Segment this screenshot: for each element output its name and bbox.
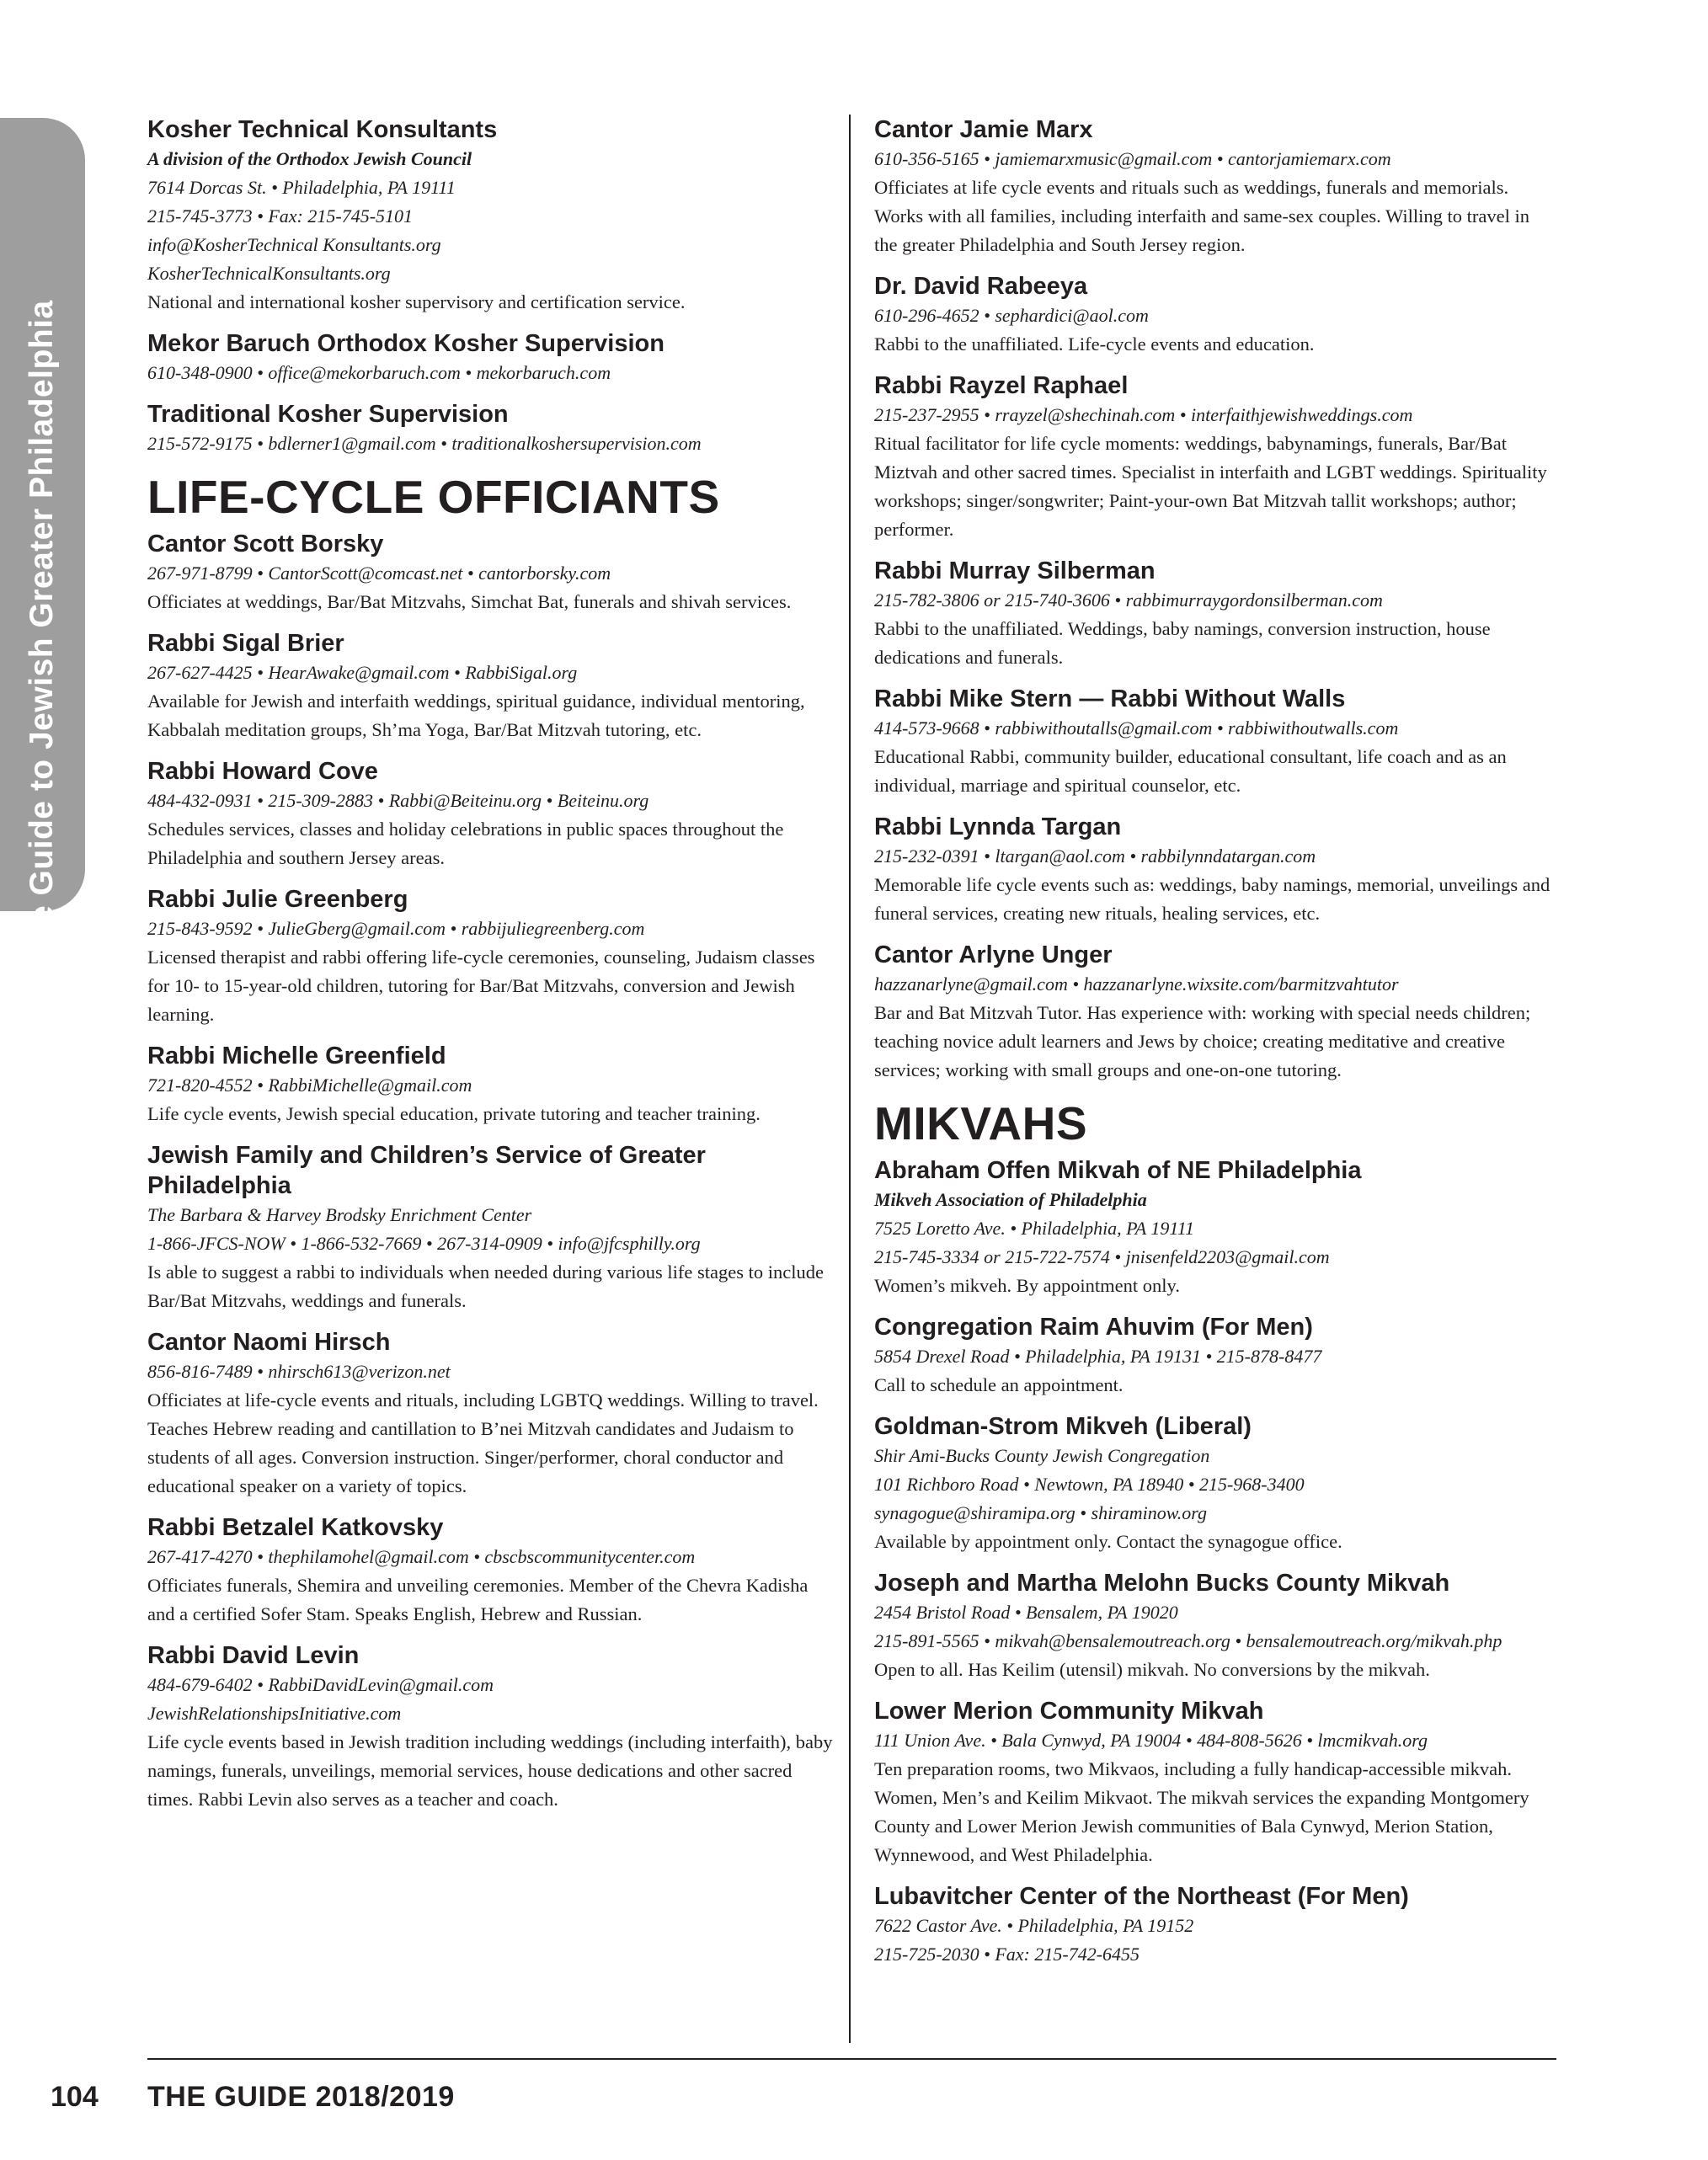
listing-subtitle: A division of the Orthodox Jewish Council: [147, 148, 472, 169]
listing-description: Women’s mikveh. By appointment only.: [874, 1275, 1180, 1296]
listing-entry: [147, 399, 840, 458]
listing-contact-line: 484-432-0931 • 215-309-2883 • Rabbi@Beiteinu.org • Beiteinu.org: [147, 790, 649, 811]
right-top-entries: [874, 115, 1556, 1085]
listing-description: Officiates at weddings, Bar/Bat Mitzvahs, Simchat Bat, funerals and shivah services.: [147, 591, 792, 612]
listing-name: Lower Merion Community Mikvah: [874, 1698, 1264, 1725]
listing-description: Officiates funerals, Shemira and unveiling ceremonies. Member of the Chevra Kadisha and a certified Sofer Stam. Speaks English, Hebrew and Russian.: [147, 1575, 809, 1624]
listing-description: Officiates at life cycle events and rituals such as weddings, funerals and memorials. Works with all families, including interfaith and same-sex couples. Willing to travel in the greater Philadelphia and South Jersey region.: [874, 177, 1529, 255]
listing-contact-line: 215-891-5565 • mikvah@bensalemoutreach.org • bensalemoutreach.org/mikvah.php: [874, 1630, 1503, 1651]
listing-subtitle: Mikveh Association of Philadelphia: [874, 1189, 1147, 1210]
listing-entry: [147, 1327, 840, 1501]
listing-contact-line: 215-782-3806 or 215-740-3606 • rabbimurraygordonsilberman.com: [874, 589, 1383, 611]
listing-name: Dr. David Rabeeya: [874, 273, 1088, 300]
right-entries: [874, 1155, 1556, 1969]
listing-entry: [874, 1696, 1556, 1869]
listing-contact-line: 7622 Castor Ave. • Philadelphia, PA 19152: [874, 1915, 1194, 1936]
listing-name: Rabbi Rayzel Raphael: [874, 372, 1129, 399]
listing-name: Jewish Family and Children’s Service of Greater Philadelphia: [147, 1142, 706, 1199]
listing-contact-line: JewishRelationshipsInitiative.com: [147, 1703, 402, 1724]
listing-name: Rabbi Betzalel Katkovsky: [147, 1514, 444, 1541]
footer-title: THE GUIDE 2018/2019: [147, 2081, 455, 2113]
listing-contact-line: 215-572-9175 • bdlerner1@gmail.com • traditionalkoshersupervision.com: [147, 433, 702, 454]
listing-contact-line: 215-843-9592 • JulieGberg@gmail.com • rabbijuliegreenberg.com: [147, 918, 645, 939]
listing-contact-line: 5854 Drexel Road • Philadelphia, PA 19131 • 215-878-8477: [874, 1346, 1322, 1367]
right-column: [874, 115, 1556, 1981]
listing-entry: [147, 1140, 840, 1315]
listing-contact-line: 215-745-3334 or 215-722-7574 • jnisenfeld2203@gmail.com: [874, 1246, 1330, 1267]
listing-contact-line: 215-237-2955 • rrayzel@shechinah.com • interfaithjewishweddings.com: [874, 404, 1413, 425]
listing-name: Rabbi Mike Stern — Rabbi Without Walls: [874, 685, 1346, 712]
listing-description: Rabbi to the unaffiliated. Life-cycle events and education.: [874, 333, 1315, 355]
listing-contact-line: 2454 Bristol Road • Bensalem, PA 19020: [874, 1602, 1178, 1623]
listing-contact-line: 215-725-2030 • Fax: 215-742-6455: [874, 1944, 1140, 1965]
listing-description: Is able to suggest a rabbi to individuals when needed during various life stages to include Bar/Bat Mitzvahs, weddings and funerals.: [147, 1261, 824, 1311]
listing-description: Educational Rabbi, community builder, educational consultant, life coach and as an individual, marriage and spiritual counselor, etc.: [874, 746, 1507, 796]
side-tab: [0, 118, 85, 965]
page-number: 104: [51, 2081, 99, 2113]
listing-name: Cantor Arlyne Unger: [874, 941, 1113, 968]
listing-contact-line: 1-866-JFCS-NOW • 1-866-532-7669 • 267-314-0909 • info@jfcsphilly.org: [147, 1233, 701, 1254]
listing-entry: [874, 115, 1556, 259]
listing-description: Open to all. Has Keilim (utensil) mikvah. No conversions by the mikvah.: [874, 1659, 1430, 1680]
listing-entry: [874, 556, 1556, 672]
listing-contact-line: 111 Union Ave. • Bala Cynwyd, PA 19004 • 484-808-5626 • lmcmikvah.org: [874, 1730, 1428, 1751]
listing-name: Cantor Jamie Marx: [874, 116, 1093, 143]
listing-contact-line: 267-417-4270 • thephilamohel@gmail.com • cbscbscommunitycenter.com: [147, 1546, 696, 1567]
listing-contact-line: 215-232-0391 • ltargan@aol.com • rabbilynndatargan.com: [874, 845, 1316, 867]
listing-description: Available for Jewish and interfaith weddings, spiritual guidance, individual mentoring, Kabbalah meditation groups, Sh’ma Yoga, Bar/Bat Mitzvah tutoring, etc.: [147, 691, 805, 740]
left-entries: [147, 529, 840, 1814]
listing-description: National and international kosher supervisory and certification service.: [147, 291, 686, 312]
listing-entry: [147, 756, 840, 872]
listing-contact-line: 7525 Loretto Ave. • Philadelphia, PA 19111: [874, 1218, 1195, 1239]
listing-entry: [147, 1041, 840, 1128]
listing-description: Schedules services, classes and holiday celebrations in public spaces throughout the Philadelphia and southern Jersey areas.: [147, 819, 784, 868]
section-title-life-cycle-officiants: LIFE-CYCLE OFFICIANTS: [147, 471, 720, 523]
listing-contact-line: Shir Ami-Bucks County Jewish Congregation: [874, 1445, 1210, 1466]
footer-rule: [147, 2058, 1556, 2060]
listing-name: Cantor Scott Borsky: [147, 531, 384, 557]
listing-contact-line: 484-679-6402 • RabbiDavidLevin@gmail.com: [147, 1674, 494, 1695]
listing-name: Kosher Technical Konsultants: [147, 116, 498, 143]
listing-description: Officiates at life-cycle events and rituals, including LGBTQ weddings. Willing to travel. Teaches Hebrew reading and cantillation to B’nei Mitzvah candidates and Judaism to students of all ages. Conversion instruction. Singer/performer, choral conductor and educational speaker on a variety of topics.: [147, 1389, 819, 1496]
listing-contact-line: 101 Richboro Road • Newtown, PA 18940 • 215-968-3400: [874, 1474, 1305, 1495]
listing-contact-line: 721-820-4552 • RabbiMichelle@gmail.com: [147, 1075, 472, 1096]
listing-name: Rabbi David Levin: [147, 1642, 360, 1669]
listing-name: Goldman-Strom Mikveh (Liberal): [874, 1413, 1252, 1440]
listing-entry: [147, 529, 840, 616]
listing-name: Mekor Baruch Orthodox Kosher Supervision: [147, 330, 665, 357]
side-tab-label: The Guide to Jewish Greater Philadelphia: [24, 300, 60, 965]
listing-name: Rabbi Julie Greenberg: [147, 886, 408, 913]
listing-description: Life cycle events, Jewish special education, private tutoring and teacher training.: [147, 1103, 761, 1124]
listing-contact-line: KosherTechnicalKonsultants.org: [147, 263, 391, 284]
column-divider: [849, 115, 851, 2043]
listing-contact-line: 610-296-4652 • sephardici@aol.com: [874, 305, 1149, 326]
listing-entry: [874, 1411, 1556, 1556]
listing-entry: [874, 1155, 1556, 1300]
listing-entry: [874, 1881, 1556, 1969]
listing-description: Ritual facilitator for life cycle moments: weddings, babynamings, funerals, Bar/Bat Miztvah and other sacred times. Specialist in interfaith and LGBT weddings. Spirituality workshops; singer/songwriter; Paint-your-own Bat Mitzvah tallit workshops; author; performer.: [874, 433, 1547, 540]
listing-entry: [147, 328, 840, 387]
listing-name: Abraham Offen Mikvah of NE Philadelphia: [874, 1157, 1362, 1184]
listing-entry: [874, 371, 1556, 544]
listing-name: Joseph and Martha Melohn Bucks County Mikvah: [874, 1570, 1450, 1597]
listing-entry: [874, 684, 1556, 800]
listing-entry: [147, 115, 840, 317]
listing-contact-line: 267-971-8799 • CantorScott@comcast.net • cantorborsky.com: [147, 563, 611, 584]
listing-name: Lubavitcher Center of the Northeast (For Men): [874, 1883, 1409, 1910]
listing-description: Rabbi to the unaffiliated. Weddings, baby namings, conversion instruction, house dedications and funerals.: [874, 618, 1491, 668]
section-title-mikvahs: MIKVAHS: [874, 1097, 1088, 1149]
listing-contact-line: The Barbara & Harvey Brodsky Enrichment Center: [147, 1204, 532, 1225]
listing-contact-line: 610-356-5165 • jamiemarxmusic@gmail.com • cantorjamiemarx.com: [874, 148, 1391, 169]
listing-contact-line: 610-348-0900 • office@mekorbaruch.com • mekorbaruch.com: [147, 362, 611, 383]
listing-description: Available by appointment only. Contact the synagogue office.: [874, 1531, 1342, 1552]
listing-contact-line: 856-816-7489 • nhirsch613@verizon.net: [147, 1361, 451, 1382]
listing-entry: [874, 1312, 1556, 1400]
listing-name: Cantor Naomi Hirsch: [147, 1329, 391, 1356]
listing-name: Congregation Raim Ahuvim (For Men): [874, 1314, 1313, 1341]
listing-name: Rabbi Lynnda Targan: [874, 813, 1122, 840]
listing-description: Call to schedule an appointment.: [874, 1374, 1124, 1395]
left-top-entries: [147, 115, 840, 458]
left-column: [147, 115, 840, 1826]
listing-name: Rabbi Murray Silberman: [874, 557, 1156, 584]
listing-description: Ten preparation rooms, two Mikvaos, including a fully handicap-accessible mikvah. Women, Men’s and Keilim Mikvaot. The mikvah services the expanding Montgomery County and Lower Merion Jewish communities of Bala Cynwyd, Merion Station, Wynnewood, and West Philadelphia.: [874, 1758, 1529, 1865]
listing-name: Rabbi Sigal Brier: [147, 630, 344, 657]
listing-entry: [147, 1640, 840, 1814]
listing-contact-line: hazzanarlyne@gmail.com • hazzanarlyne.wixsite.com/barmitzvahtutor: [874, 973, 1399, 995]
listing-description: Bar and Bat Mitzvah Tutor. Has experience with: working with special needs children; teaching novice adult learners and Jews by choice; creating meditative and creative services; working with small groups and one-on-one tutoring.: [874, 1002, 1531, 1080]
listing-name: Traditional Kosher Supervision: [147, 401, 509, 428]
listing-name: Rabbi Howard Cove: [147, 758, 378, 785]
listing-contact-line: 267-627-4425 • HearAwake@gmail.com • RabbiSigal.org: [147, 662, 578, 683]
listing-contact-line: synagogue@shiramipa.org • shiraminow.org: [874, 1502, 1208, 1523]
listing-entry: [147, 628, 840, 744]
listing-entry: [874, 271, 1556, 359]
listing-entry: [874, 812, 1556, 928]
listing-description: Memorable life cycle events such as: weddings, baby namings, memorial, unveilings and funeral services, creating new rituals, healing services, etc.: [874, 874, 1551, 924]
listing-description: Licensed therapist and rabbi offering life-cycle ceremonies, counseling, Judaism classes for 10- to 15-year-old children, tutoring for Bar/Bat Mitzvahs, conversion and Jewish learning.: [147, 947, 815, 1025]
listing-entry: [147, 884, 840, 1029]
listing-entry: [147, 1512, 840, 1629]
listing-contact-line: info@KosherTechnical Konsultants.org: [147, 234, 441, 255]
listing-description: Life cycle events based in Jewish tradition including weddings (including interfaith), baby namings, funerals, unveilings, memorial services, house dedications and other sacred times. Rabbi Levin also serves as a teacher and coach.: [147, 1731, 833, 1810]
listing-contact-line: 7614 Dorcas St. • Philadelphia, PA 19111: [147, 177, 456, 198]
listing-entry: [874, 940, 1556, 1085]
listing-contact-line: 414-573-9668 • rabbiwithoutalls@gmail.com • rabbiwithoutwalls.com: [874, 717, 1399, 739]
listing-name: Rabbi Michelle Greenfield: [147, 1043, 446, 1069]
listing-contact-line: 215-745-3773 • Fax: 215-745-5101: [147, 205, 414, 227]
listing-entry: [874, 1568, 1556, 1684]
